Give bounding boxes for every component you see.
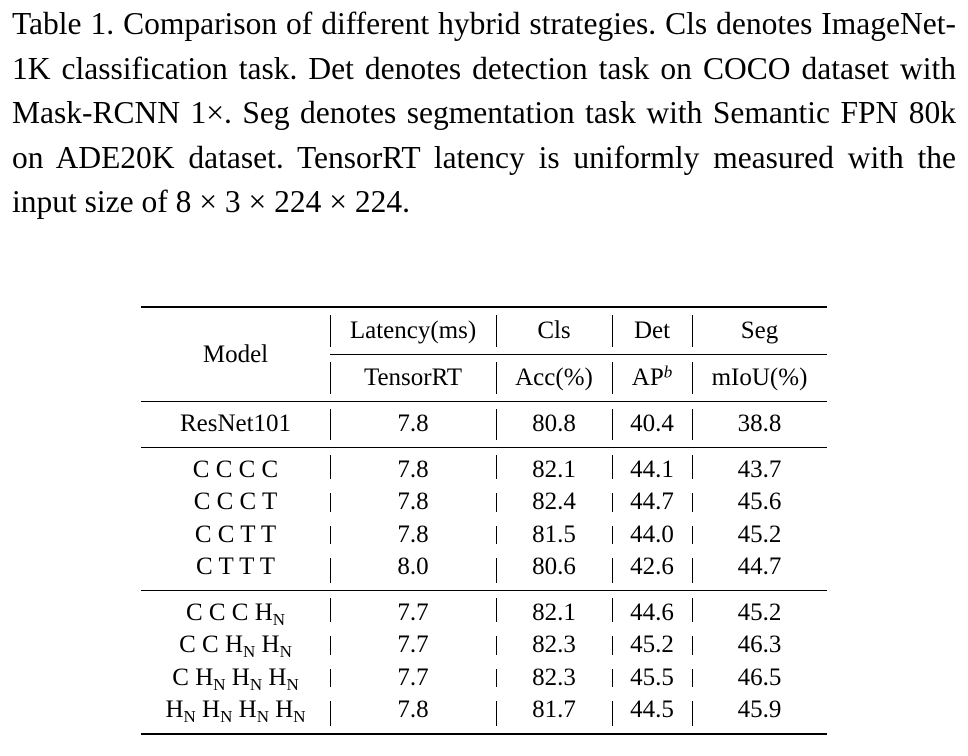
cell-miou: 45.6 <box>692 486 827 519</box>
h-sub: N <box>256 706 269 726</box>
cell-ap: 42.6 <box>612 551 692 590</box>
cell-ap: 45.5 <box>612 662 692 695</box>
cell-latency: 7.8 <box>330 447 496 486</box>
cell-acc: 81.7 <box>496 694 612 734</box>
cell-latency: 7.8 <box>330 486 496 519</box>
table-row <box>141 590 827 629</box>
cell-acc: 82.1 <box>496 447 612 486</box>
cell-latency: 7.8 <box>330 694 496 734</box>
cell-latency: 8.0 <box>330 551 496 590</box>
cell-miou: 45.2 <box>692 590 827 629</box>
table-row <box>141 551 827 590</box>
cell-model <box>141 629 330 662</box>
cell-model <box>141 590 330 629</box>
cell-latency: 7.7 <box>330 662 496 695</box>
cell-miou: 38.8 <box>692 402 827 448</box>
table-row-best <box>141 662 827 695</box>
h-sub: N <box>220 706 233 726</box>
cell-model: C T T T <box>196 553 275 580</box>
cell-miou: 45.2 <box>692 519 827 552</box>
table-row <box>141 519 827 552</box>
header-tensorrt: TensorRT <box>330 355 496 402</box>
h-base: H <box>275 696 294 723</box>
header-cls: Cls <box>496 307 612 355</box>
caption-text: Table 1. Comparison of different hybrid strategies. Cls denotes ImageNet-1K classification task. Det denotes detection task on COCO dataset with Mask-RCNN 1×. Seg denotes segmentation task with Semantic FPN 80k on ADE20K dataset. TensorRT latency is uniformly measured with the input size of 8 × 3 × 224 × 224. <box>12 6 956 219</box>
cell-acc: 82.4 <box>496 486 612 519</box>
h-base: H <box>224 631 244 658</box>
cell-miou: 43.7 <box>692 447 827 486</box>
cell-miou: 46.3 <box>692 629 827 662</box>
cell-acc: 82.3 <box>496 662 612 695</box>
h-sub: N <box>243 641 256 661</box>
h-base: H <box>261 631 280 658</box>
h-sub: N <box>286 674 299 694</box>
cell-model: C C C T <box>193 488 278 515</box>
cell-miou: 46.5 <box>692 662 827 695</box>
h-sub: N <box>279 641 292 661</box>
comparison-table <box>141 306 827 735</box>
header-ap <box>612 355 692 402</box>
cell-latency: 7.7 <box>330 629 496 662</box>
table-row-baseline <box>141 402 827 448</box>
table-caption <box>12 2 956 225</box>
table-row <box>141 694 827 734</box>
h-base: H <box>202 696 221 723</box>
header-model: Model <box>141 307 330 402</box>
header-miou: mIoU(%) <box>692 355 827 402</box>
h-sub: N <box>293 706 306 726</box>
cell-ap: 44.1 <box>612 447 692 486</box>
h-base: H <box>268 663 287 691</box>
cell-miou: 45.9 <box>692 694 827 734</box>
cell-acc: 80.8 <box>496 402 612 448</box>
cell-model: C C T T <box>194 520 277 548</box>
header-ap-base: AP <box>631 364 664 391</box>
h-base: H <box>238 696 257 723</box>
h-base: H <box>195 663 214 691</box>
header-det: Det <box>612 307 692 355</box>
cell-model: ResNet101 <box>141 402 330 448</box>
h-base: H <box>165 696 184 723</box>
cell-acc: 80.6 <box>496 551 612 590</box>
table-row <box>141 447 827 486</box>
h-sub: N <box>183 706 196 726</box>
cell-latency: 7.8 <box>330 519 496 552</box>
h-base: H <box>254 598 273 626</box>
cell-latency: 7.8 <box>330 402 496 448</box>
model-text: C <box>172 663 196 691</box>
cell-ap: 44.5 <box>612 694 692 734</box>
cell-model: C C C C <box>141 447 330 486</box>
cell-acc: 82.3 <box>496 629 612 662</box>
h-sub: N <box>272 609 286 629</box>
cell-model <box>141 662 330 695</box>
header-acc: Acc(%) <box>496 355 612 402</box>
cell-ap: 44.6 <box>612 590 692 629</box>
cell-acc: 82.1 <box>496 590 612 629</box>
cell-ap: 44.0 <box>612 519 692 552</box>
table-row <box>141 486 827 519</box>
header-latency: Latency(ms) <box>330 307 496 355</box>
cell-miou: 44.7 <box>692 551 827 590</box>
cell-acc: 81.5 <box>496 519 612 552</box>
table-row <box>141 629 827 662</box>
cell-ap: 45.2 <box>612 629 692 662</box>
cell-latency: 7.7 <box>330 590 496 629</box>
cell-model <box>141 694 330 734</box>
cell-ap: 44.7 <box>612 486 692 519</box>
model-text: C C C <box>185 598 255 626</box>
cell-ap: 40.4 <box>612 402 692 448</box>
h-sub: N <box>249 674 263 694</box>
h-base: H <box>231 663 250 691</box>
model-text: C C <box>179 631 225 658</box>
header-seg: Seg <box>692 307 827 355</box>
h-sub: N <box>213 674 226 694</box>
header-ap-sup: b <box>663 362 673 382</box>
